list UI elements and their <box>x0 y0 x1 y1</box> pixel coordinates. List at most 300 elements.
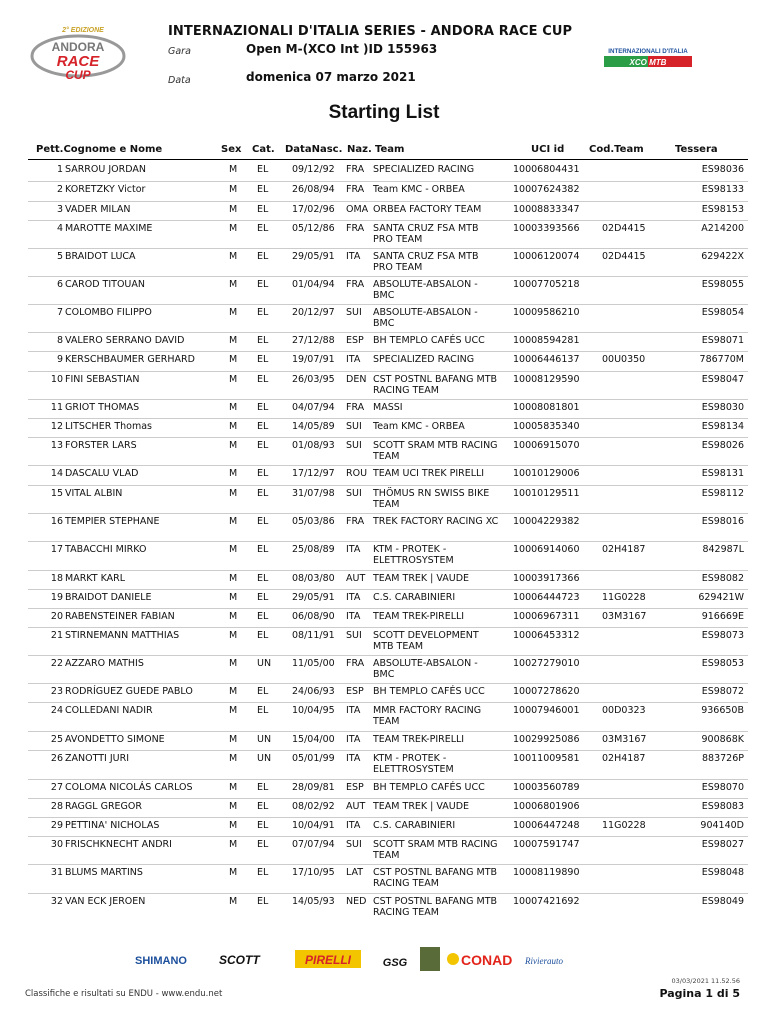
row-divider <box>28 371 748 372</box>
cell-num: 20 <box>50 611 63 622</box>
cell-sex: M <box>229 611 238 622</box>
cell-uci: 10005835340 <box>513 421 580 432</box>
cell-team: ORBEA FACTORY TEAM <box>373 204 482 215</box>
cell-uci: 10004229382 <box>513 516 580 527</box>
cell-num: 26 <box>50 753 63 764</box>
gara-value: Open M-(XCO Int )ID 155963 <box>246 42 438 56</box>
sponsor-pirelli-logo: PIRELLI <box>304 953 352 967</box>
cell-dob: 08/02/92 <box>292 801 335 812</box>
cell-team: MMR FACTORY RACING TEAM <box>373 705 482 727</box>
cell-dob: 29/05/91 <box>292 251 335 262</box>
cell-sex: M <box>229 867 238 878</box>
cell-dob: 31/07/98 <box>292 488 335 499</box>
series-logo-bottom-text: XCO MTB <box>629 58 667 67</box>
cell-sex: M <box>229 658 238 669</box>
cell-team: SCOTT DEVELOPMENT MTB TEAM <box>373 630 479 652</box>
cell-naz: SUI <box>346 421 362 432</box>
cell-sex: M <box>229 279 238 290</box>
cell-uci: 10006801906 <box>513 801 580 812</box>
cell-name: VADER MILAN <box>65 204 131 215</box>
cell-dob: 27/12/88 <box>292 335 335 346</box>
cell-num: 6 <box>56 279 63 290</box>
header-divider <box>28 159 748 160</box>
cell-team: THÖMUS RN SWISS BIKE TEAM <box>373 488 490 510</box>
row-divider <box>28 608 748 609</box>
cell-name: ZANOTTI JURI <box>65 753 130 764</box>
cell-num: 12 <box>50 421 63 432</box>
col-header-team: Team <box>375 144 405 155</box>
cell-sex: M <box>229 782 238 793</box>
sponsor-conad-logo: CONAD <box>461 952 513 968</box>
cell-tessera: ES98070 <box>701 782 744 793</box>
cell-sex: M <box>229 544 238 555</box>
row-divider <box>28 779 748 780</box>
cell-name: COLLEDANI NADIR <box>65 705 153 716</box>
footer-timestamp: 03/03/2021 11.52.56 <box>671 977 740 985</box>
cell-dob: 15/04/00 <box>292 734 335 745</box>
sponsor-conad-flower-icon <box>447 953 459 965</box>
cell-sex: M <box>229 251 238 262</box>
cell-dob: 05/12/86 <box>292 223 335 234</box>
cell-cat: EL <box>257 402 269 413</box>
cell-sex: M <box>229 488 238 499</box>
cell-cod: 00D0323 <box>602 705 646 716</box>
cell-uci: 10008129590 <box>513 374 580 385</box>
cell-sex: M <box>229 686 238 697</box>
col-header-dob: DataNasc. <box>285 144 343 155</box>
cell-name: VITAL ALBIN <box>65 488 123 499</box>
data-value: domenica 07 marzo 2021 <box>246 70 416 84</box>
cell-sex: M <box>229 705 238 716</box>
cell-tessera: 629422X <box>701 251 744 262</box>
row-divider <box>28 332 748 333</box>
cell-naz: ITA <box>346 251 361 262</box>
cell-tessera: ES98131 <box>701 468 744 479</box>
cell-cat: EL <box>257 354 269 365</box>
gara-label: Gara <box>168 46 191 57</box>
cell-num: 10 <box>50 374 63 385</box>
cell-dob: 05/01/99 <box>292 753 335 764</box>
cell-uci: 10006915070 <box>513 440 580 451</box>
cell-name: KORETZKY Victor <box>65 184 146 195</box>
cell-team: SPECIALIZED RACING <box>373 354 475 365</box>
cell-num: 2 <box>56 184 63 195</box>
cell-tessera: ES98071 <box>701 335 744 346</box>
cell-uci: 10007421692 <box>513 896 580 907</box>
row-divider <box>28 201 748 202</box>
cell-team: CST POSTNL BAFANG MTB RACING TEAM <box>373 867 498 889</box>
cell-dob: 01/04/94 <box>292 279 335 290</box>
col-header-pett-name: Pett.Cognome e Nome <box>36 144 163 155</box>
cell-tessera: ES98048 <box>701 867 744 878</box>
row-divider <box>28 627 748 628</box>
cell-num: 19 <box>50 592 63 603</box>
cell-naz: FRA <box>346 223 365 234</box>
cell-cat: EL <box>257 251 269 262</box>
cell-num: 9 <box>56 354 63 365</box>
cell-name: VAN ECK JEROEN <box>65 896 146 907</box>
cell-sex: M <box>229 734 238 745</box>
page-indicator: Pagina 1 di 5 <box>659 987 740 1000</box>
cell-naz: FRA <box>346 658 365 669</box>
cell-cat: EL <box>257 204 269 215</box>
cell-num: 13 <box>50 440 63 451</box>
cell-num: 17 <box>50 544 63 555</box>
andora-race-cup-logo <box>28 22 128 82</box>
cell-uci: 10010129511 <box>513 488 580 499</box>
cell-naz: LAT <box>346 867 364 878</box>
cell-uci: 10006967311 <box>513 611 580 622</box>
cell-dob: 26/08/94 <box>292 184 335 195</box>
col-header-tessera: Tessera <box>675 144 718 155</box>
cell-name: LITSCHER Thomas <box>65 421 152 432</box>
footer-endu-text: Classifiche e risultati su ENDU - www.endu.net <box>25 989 223 999</box>
logo-word-race: RACE <box>56 53 100 70</box>
cell-naz: ROU <box>346 468 368 479</box>
row-divider <box>28 731 748 732</box>
row-divider <box>28 750 748 751</box>
cell-sex: M <box>229 374 238 385</box>
cell-sex: M <box>229 402 238 413</box>
cell-team: BH TEMPLO CAFÉS UCC <box>373 686 485 697</box>
cell-cat: EL <box>257 782 269 793</box>
cell-dob: 28/09/81 <box>292 782 335 793</box>
cell-dob: 25/08/89 <box>292 544 335 555</box>
cell-dob: 17/02/96 <box>292 204 335 215</box>
cell-cod: 00U0350 <box>602 354 646 365</box>
cell-cat: EL <box>257 374 269 385</box>
cell-cat: EL <box>257 867 269 878</box>
cell-num: 25 <box>50 734 63 745</box>
cell-uci: 10008081801 <box>513 402 580 413</box>
cell-dob: 08/11/91 <box>292 630 335 641</box>
cell-cat: EL <box>257 516 269 527</box>
cell-tessera: 883726P <box>702 753 744 764</box>
cell-naz: FRA <box>346 402 365 413</box>
cell-naz: ESP <box>346 686 364 697</box>
cell-team: ABSOLUTE-ABSALON - BMC <box>373 279 478 301</box>
cell-dob: 08/03/80 <box>292 573 335 584</box>
sponsor-scott-logo: SCOTT <box>219 953 260 967</box>
cell-team: TEAM TREK-PIRELLI <box>373 734 465 745</box>
row-divider <box>28 304 748 305</box>
cell-cat: EL <box>257 592 269 603</box>
cell-naz: DEN <box>346 374 367 385</box>
cell-naz: FRA <box>346 516 365 527</box>
row-divider <box>28 181 748 182</box>
sponsor-crest-icon <box>420 947 440 971</box>
cell-name: AZZARO MATHIS <box>65 658 144 669</box>
cell-naz: FRA <box>346 184 365 195</box>
cell-name: SARROU JORDAN <box>65 164 146 175</box>
cell-cat: EL <box>257 611 269 622</box>
cell-sex: M <box>229 468 238 479</box>
cell-sex: M <box>229 573 238 584</box>
cell-name: TABACCHI MIRKO <box>65 544 147 555</box>
col-header-cod-team: Cod.Team <box>589 144 644 155</box>
cell-team: TEAM TREK | VAUDE <box>373 573 470 584</box>
cell-uci: 10008833347 <box>513 204 580 215</box>
cell-tessera: ES98134 <box>701 421 744 432</box>
cell-team: CST POSTNL BAFANG MTB RACING TEAM <box>373 374 498 396</box>
cell-name: GRIOT THOMAS <box>65 402 140 413</box>
cell-dob: 04/07/94 <box>292 402 335 413</box>
row-divider <box>28 589 748 590</box>
cell-naz: ITA <box>346 611 361 622</box>
cell-team: BH TEMPLO CAFÉS UCC <box>373 335 485 346</box>
cell-naz: OMA <box>346 204 369 215</box>
cell-uci: 10006914060 <box>513 544 580 555</box>
cell-tessera: ES98133 <box>701 184 744 195</box>
cell-cat: EL <box>257 544 269 555</box>
cell-num: 32 <box>50 896 63 907</box>
cell-cat: EL <box>257 279 269 290</box>
cell-name: CAROD TITOUAN <box>65 279 145 290</box>
cell-name: AVONDETTO SIMONE <box>65 734 165 745</box>
cell-team: TEAM TREK-PIRELLI <box>373 611 465 622</box>
cell-sex: M <box>229 307 238 318</box>
sponsor-gsg-logo: GSG <box>382 957 408 969</box>
cell-num: 24 <box>50 705 63 716</box>
row-divider <box>28 655 748 656</box>
cell-team: ABSOLUTE-ABSALON - BMC <box>373 307 478 329</box>
cell-num: 8 <box>56 335 63 346</box>
cell-uci: 10029925086 <box>513 734 580 745</box>
cell-tessera: ES98030 <box>701 402 744 413</box>
cell-dob: 24/06/93 <box>292 686 335 697</box>
cell-uci: 10003393566 <box>513 223 580 234</box>
cell-name: PETTINA' NICHOLAS <box>65 820 160 831</box>
cell-team: BH TEMPLO CAFÉS UCC <box>373 782 485 793</box>
cell-tessera: ES98055 <box>701 279 744 290</box>
cell-naz: ITA <box>346 734 361 745</box>
cell-sex: M <box>229 592 238 603</box>
cell-name: MARKT KARL <box>65 573 126 584</box>
cell-dob: 26/03/95 <box>292 374 335 385</box>
cell-naz: ITA <box>346 592 361 603</box>
cell-name: RAGGL GREGOR <box>65 801 142 812</box>
cell-uci: 10006444723 <box>513 592 580 603</box>
internazionali-italia-logo <box>602 45 694 69</box>
cell-tessera: ES98083 <box>701 801 744 812</box>
cell-uci: 10006453312 <box>513 630 580 641</box>
cell-cat: EL <box>257 440 269 451</box>
cell-name: VALERO SERRANO DAVID <box>65 335 185 346</box>
cell-team: TEAM UCI TREK PIRELLI <box>373 468 485 479</box>
cell-dob: 17/12/97 <box>292 468 335 479</box>
cell-naz: ITA <box>346 820 361 831</box>
cell-naz: ITA <box>346 354 361 365</box>
cell-team: SCOTT SRAM MTB RACING TEAM <box>373 440 498 462</box>
cell-naz: SUI <box>346 488 362 499</box>
cell-naz: AUT <box>346 573 366 584</box>
series-logo-top-text: INTERNAZIONALI D'ITALIA <box>608 48 688 55</box>
cell-num: 4 <box>56 223 63 234</box>
cell-cat: EL <box>257 839 269 850</box>
cell-tessera: ES98027 <box>701 839 744 850</box>
cell-cat: EL <box>257 223 269 234</box>
cell-tessera: ES98082 <box>701 573 744 584</box>
cell-cat: EL <box>257 630 269 641</box>
cell-name: STIRNEMANN MATTHIAS <box>65 630 180 641</box>
cell-cod: 11G0228 <box>602 592 646 603</box>
cell-dob: 05/03/86 <box>292 516 335 527</box>
cell-tessera: ES98112 <box>701 488 744 499</box>
row-divider <box>28 683 748 684</box>
cell-cat: EL <box>257 164 269 175</box>
row-divider <box>28 836 748 837</box>
cell-team: SANTA CRUZ FSA MTB PRO TEAM <box>373 223 479 245</box>
cell-team: CST POSTNL BAFANG MTB RACING TEAM <box>373 896 498 918</box>
cell-num: 11 <box>50 402 63 413</box>
cell-num: 30 <box>50 839 63 850</box>
cell-cat: EL <box>257 686 269 697</box>
cell-naz: ESP <box>346 335 364 346</box>
cell-name: TEMPIER STEPHANE <box>65 516 160 527</box>
row-divider <box>28 864 748 865</box>
sponsor-shimano-logo: SHIMANO <box>135 955 187 967</box>
cell-num: 23 <box>50 686 63 697</box>
cell-tessera: 629421W <box>698 592 744 603</box>
cell-cat: EL <box>257 896 269 907</box>
cell-uci: 10007624382 <box>513 184 580 195</box>
cell-num: 21 <box>50 630 63 641</box>
cell-team: C.S. CARABINIERI <box>373 820 456 831</box>
cell-uci: 10006804431 <box>513 164 580 175</box>
cell-dob: 10/04/91 <box>292 820 335 831</box>
cell-tessera: ES98016 <box>701 516 744 527</box>
cell-team: Team KMC - ORBEA <box>373 184 465 195</box>
cell-naz: NED <box>346 896 367 907</box>
cell-name: FINI SEBASTIAN <box>65 374 140 385</box>
cell-cat: UN <box>257 734 272 745</box>
cell-dob: 14/05/89 <box>292 421 335 432</box>
cell-sex: M <box>229 839 238 850</box>
cell-tessera: ES98073 <box>701 630 744 641</box>
cell-dob: 17/10/95 <box>292 867 335 878</box>
cell-cat: EL <box>257 307 269 318</box>
cell-dob: 09/12/92 <box>292 164 335 175</box>
cell-uci: 10007591747 <box>513 839 580 850</box>
cell-uci: 10006446137 <box>513 354 580 365</box>
cell-uci: 10008119890 <box>513 867 580 878</box>
row-divider <box>28 893 748 894</box>
cell-tessera: ES98054 <box>701 307 744 318</box>
cell-team: KTM - PROTEK - ELETTROSYSTEM <box>373 753 454 775</box>
event-title: INTERNAZIONALI D'ITALIA SERIES - ANDORA RACE CUP <box>168 24 573 39</box>
cell-cat: EL <box>257 488 269 499</box>
cell-naz: SUI <box>346 839 362 850</box>
row-divider <box>28 702 748 703</box>
cell-naz: ITA <box>346 753 361 764</box>
cell-name: COLOMBO FILIPPO <box>65 307 152 318</box>
cell-cod: 11G0228 <box>602 820 646 831</box>
cell-cat: EL <box>257 184 269 195</box>
cell-cat: EL <box>257 820 269 831</box>
cell-team: C.S. CARABINIERI <box>373 592 456 603</box>
cell-uci: 10008594281 <box>513 335 580 346</box>
cell-cod: 02D4415 <box>602 251 646 262</box>
cell-uci: 10007278620 <box>513 686 580 697</box>
cell-uci: 10011009581 <box>513 753 580 764</box>
cell-dob: 07/07/94 <box>292 839 335 850</box>
cell-cat: EL <box>257 705 269 716</box>
cell-num: 1 <box>56 164 63 175</box>
cell-name: RABENSTEINER FABIAN <box>65 611 175 622</box>
cell-dob: 10/04/95 <box>292 705 335 716</box>
cell-sex: M <box>229 354 238 365</box>
cell-tessera: ES98053 <box>701 658 744 669</box>
cell-num: 28 <box>50 801 63 812</box>
cell-dob: 06/08/90 <box>292 611 335 622</box>
col-header-cat: Cat. <box>252 144 275 155</box>
cell-name: BLUMS MARTINS <box>65 867 143 878</box>
row-divider <box>28 399 748 400</box>
cell-cat: UN <box>257 658 272 669</box>
cell-naz: ESP <box>346 782 364 793</box>
cell-name: FRISCHKNECHT ANDRI <box>65 839 172 850</box>
cell-naz: ITA <box>346 705 361 716</box>
cell-naz: FRA <box>346 279 365 290</box>
cell-sex: M <box>229 204 238 215</box>
cell-cat: EL <box>257 573 269 584</box>
cell-cat: UN <box>257 753 272 764</box>
page-title: Starting List <box>328 102 440 123</box>
row-divider <box>28 437 748 438</box>
cell-tessera: ES98049 <box>701 896 744 907</box>
cell-num: 5 <box>56 251 63 262</box>
cell-tessera: A214200 <box>701 223 744 234</box>
cell-num: 22 <box>50 658 63 669</box>
cell-cat: EL <box>257 801 269 812</box>
cell-num: 31 <box>50 867 63 878</box>
cell-num: 27 <box>50 782 63 793</box>
row-divider <box>28 248 748 249</box>
cell-tessera: ES98072 <box>701 686 744 697</box>
cell-sex: M <box>229 335 238 346</box>
cell-team: Team KMC - ORBEA <box>373 421 465 432</box>
cell-uci: 10009586210 <box>513 307 580 318</box>
cell-cod: 02H4187 <box>602 753 646 764</box>
sponsor-rivierauto-logo: Rivierauto <box>525 956 563 966</box>
cell-naz: SUI <box>346 630 362 641</box>
cell-tessera: 916669E <box>701 611 744 622</box>
cell-tessera: 842987L <box>702 544 744 555</box>
cell-sex: M <box>229 223 238 234</box>
cell-cat: EL <box>257 468 269 479</box>
data-label: Data <box>168 75 191 86</box>
cell-sex: M <box>229 753 238 764</box>
row-divider <box>28 465 748 466</box>
col-header-naz: Naz. <box>347 144 372 155</box>
cell-tessera: ES98047 <box>701 374 744 385</box>
row-divider <box>28 817 748 818</box>
cell-uci: 10006120074 <box>513 251 580 262</box>
row-divider <box>28 276 748 277</box>
cell-naz: FRA <box>346 164 365 175</box>
cell-team: TEAM TREK | VAUDE <box>373 801 470 812</box>
row-divider <box>28 541 748 542</box>
row-divider <box>28 798 748 799</box>
cell-uci: 10006447248 <box>513 820 580 831</box>
cell-sex: M <box>229 630 238 641</box>
cell-cat: EL <box>257 335 269 346</box>
row-divider <box>28 570 748 571</box>
cell-team: SANTA CRUZ FSA MTB PRO TEAM <box>373 251 479 273</box>
cell-num: 18 <box>50 573 63 584</box>
cell-dob: 19/07/91 <box>292 354 335 365</box>
cell-name: DASCALU VLAD <box>65 468 139 479</box>
